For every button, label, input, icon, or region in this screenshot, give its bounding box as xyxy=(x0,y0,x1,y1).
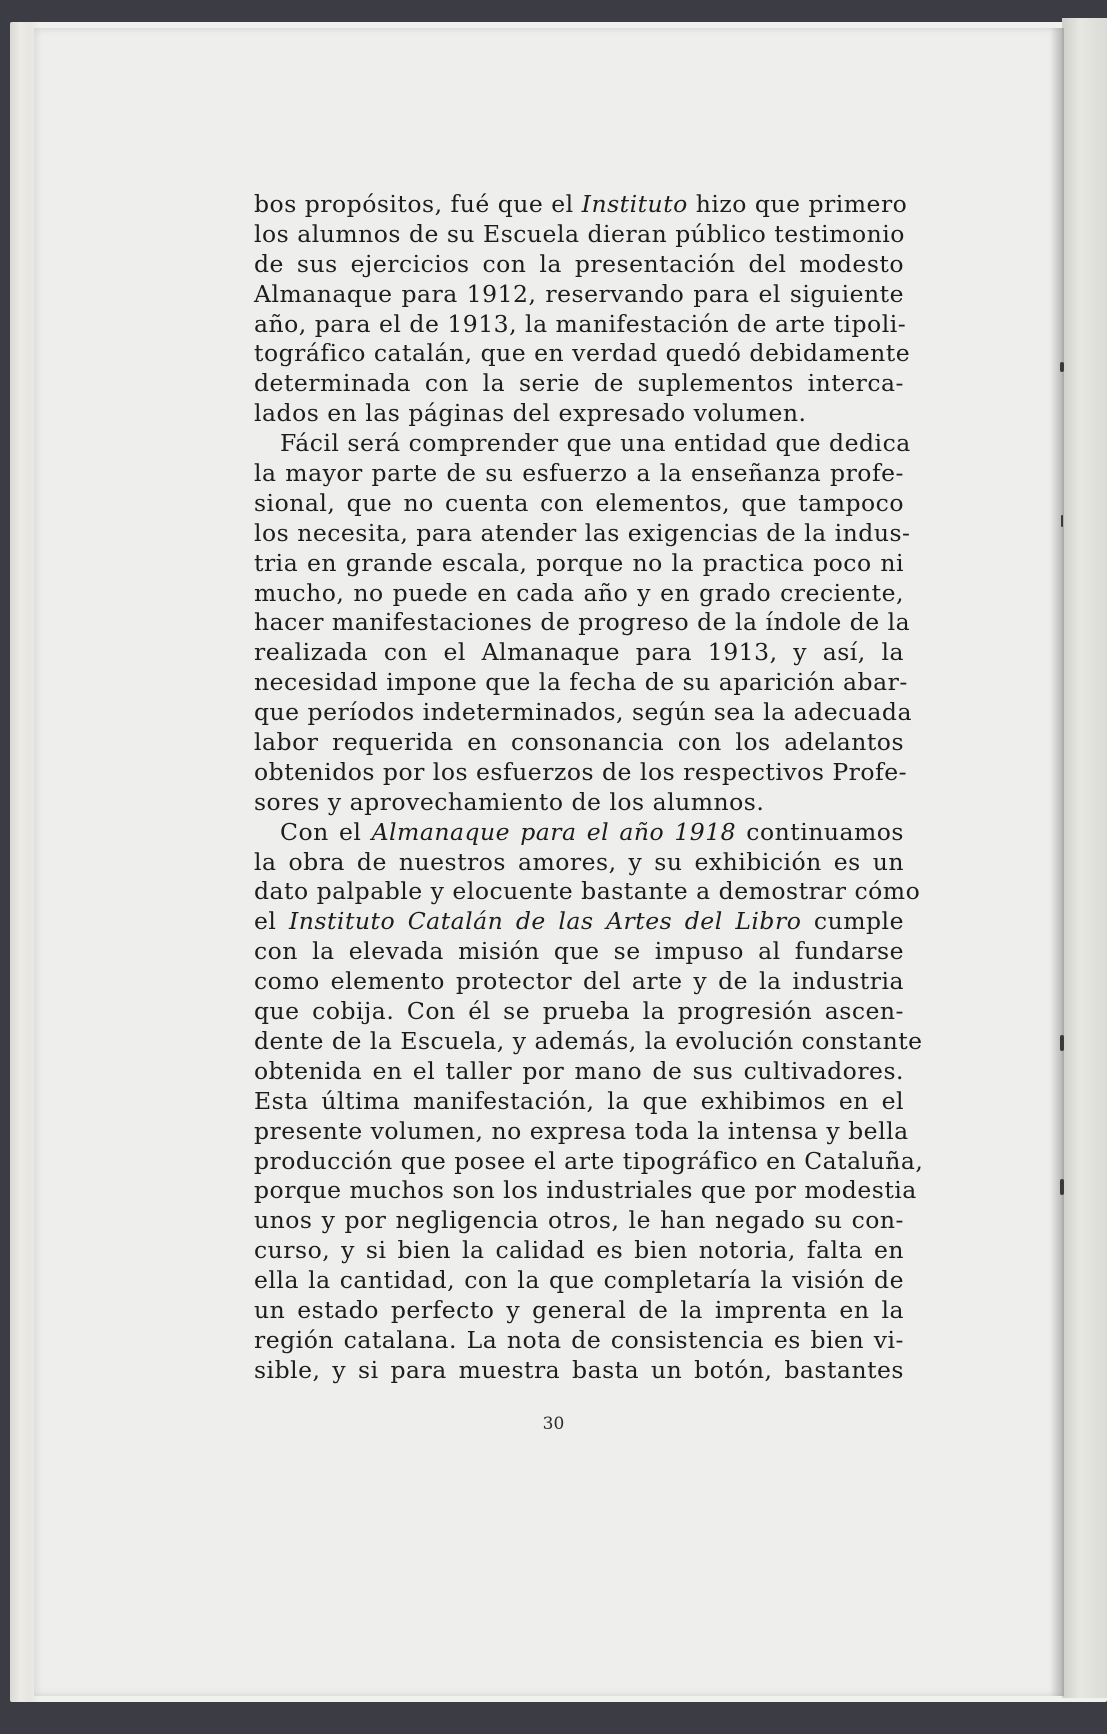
text-line xyxy=(254,518,911,549)
text-line xyxy=(254,967,904,997)
margin-mark xyxy=(1060,1035,1064,1051)
text-line xyxy=(254,339,911,369)
text-run: porque muchos son los industriales que por modestia xyxy=(254,1176,917,1205)
text-run: año, para el de 1913, la manifestación de arte tipoli- xyxy=(254,309,907,338)
text-line xyxy=(254,399,904,429)
text-line xyxy=(254,489,904,519)
text-line xyxy=(254,1296,904,1326)
text-line xyxy=(254,1087,904,1117)
margin-mark xyxy=(1060,362,1064,372)
text-run: Con el xyxy=(280,817,372,846)
text-run: cumple xyxy=(801,907,904,936)
text-run: tria en grande escala, porque no la practica poco ni xyxy=(254,548,904,577)
margin-mark xyxy=(1060,1179,1064,1195)
text-run: sional, que no cuenta con elementos, que tampoco xyxy=(254,488,904,517)
text-line xyxy=(254,907,904,937)
text-line xyxy=(254,579,904,609)
margin-mark xyxy=(1061,515,1063,527)
text-line xyxy=(254,877,921,907)
text-line xyxy=(254,668,908,698)
text-line xyxy=(254,997,904,1027)
text-run: sible, y si para muestra basta un botón, bastantes xyxy=(254,1355,904,1384)
page-number: 30 xyxy=(542,1414,565,1434)
text-run: producción que posee el arte tipográfico en Cataluña, xyxy=(254,1146,924,1175)
text-run: que períodos indeterminados, según sea la adecuada xyxy=(254,698,912,727)
text-run: ella la cantidad, con la que completaría la visión de xyxy=(254,1266,904,1295)
text-run: como elemento protector del arte y de la industria xyxy=(254,967,904,996)
text-run: hizo que primero xyxy=(687,190,908,218)
text-run: el xyxy=(254,907,290,936)
text-run: un estado perfecto y general de la imprenta en la xyxy=(254,1295,904,1324)
text-run: continuamos xyxy=(736,817,904,846)
text-run: realizada con el Almanaque para 1913, y así, la xyxy=(254,638,904,667)
text-line xyxy=(254,788,904,818)
text-line xyxy=(254,698,912,728)
text-line xyxy=(254,369,904,399)
text-line xyxy=(254,190,908,220)
text-run: Almanaque para 1912, reservando para el siguiente xyxy=(254,279,904,308)
text-run: necesidad impone que la fecha de su aparición abar- xyxy=(254,668,908,697)
text-line xyxy=(254,757,908,788)
text-line xyxy=(254,1146,924,1177)
text-run: de sus ejercicios con la presentación del modesto xyxy=(254,249,904,278)
body-text xyxy=(254,190,924,1386)
text-run: la mayor parte de su esfuerzo a la enseñanza profe- xyxy=(254,459,904,488)
text-line xyxy=(254,1326,904,1356)
spine-shadow xyxy=(1050,28,1064,1696)
text-run: obtenida en el taller por mano de sus cultivadores. xyxy=(254,1056,904,1085)
text-line xyxy=(254,1176,917,1206)
text-run: región catalana. La nota de consistencia es bien vi- xyxy=(254,1325,904,1354)
text-line xyxy=(254,728,904,758)
text-run: lados en las páginas del expresado volumen. xyxy=(254,399,807,428)
text-line xyxy=(254,818,904,848)
text-line xyxy=(254,1236,904,1266)
facing-page-edge xyxy=(1062,18,1107,1698)
text-line xyxy=(254,309,907,340)
text-run: Esta última manifestación, la que exhibimos en el xyxy=(254,1086,904,1115)
text-line xyxy=(254,608,911,638)
text-run: dente de la Escuela, y además, la evolución constante xyxy=(254,1026,923,1055)
text-line xyxy=(254,1356,904,1386)
text-line xyxy=(254,1266,904,1296)
text-run: hacer manifestaciones de progreso de la índole de la xyxy=(254,608,911,637)
text-run: labor requerida en consonancia con los adelantos xyxy=(254,728,904,757)
text-run: la obra de nuestros amores, y su exhibición es un xyxy=(254,847,904,876)
text-run: bos propósitos, fué que el xyxy=(254,190,582,218)
text-line xyxy=(254,549,904,579)
text-line xyxy=(254,638,904,668)
text-line xyxy=(254,1206,904,1236)
text-line xyxy=(254,1057,904,1087)
text-line xyxy=(254,1026,923,1057)
text-line xyxy=(254,280,904,310)
italic-text: Instituto xyxy=(581,190,688,218)
text-run: tográfico catalán, que en verdad quedó debidamente xyxy=(254,339,911,368)
text-line xyxy=(254,429,911,459)
text-run: con la elevada misión que se impuso al fundarse xyxy=(254,937,904,966)
text-run: presente volumen, no expresa toda la intensa y bella xyxy=(254,1116,909,1145)
text-run: sores y aprovechamiento de los alumnos. xyxy=(254,787,765,816)
text-run: mucho, no puede en cada año y en grado creciente, xyxy=(254,578,904,607)
italic-text: Almanaque para el año 1918 xyxy=(371,817,737,846)
text-run: dato palpable y elocuente bastante a demostrar cómo xyxy=(254,877,921,906)
text-line xyxy=(254,848,904,878)
text-run: unos y por negligencia otros, le han negado su con- xyxy=(254,1206,904,1235)
text-line xyxy=(254,250,904,280)
text-line xyxy=(254,1116,909,1147)
text-line xyxy=(254,937,904,967)
text-line xyxy=(254,220,904,250)
text-run: los necesita, para atender las exigencias de la indus- xyxy=(254,518,911,547)
text-line xyxy=(254,459,904,489)
italic-text: Instituto Catalán de las Artes del Libro xyxy=(289,907,802,936)
text-run: Fácil será comprender que una entidad que dedica xyxy=(280,429,911,458)
text-run: obtenidos por los esfuerzos de los respectivos Profe- xyxy=(254,757,908,786)
text-run: los alumnos de su Escuela dieran público testimonio xyxy=(254,219,905,248)
text-run: curso, y si bien la calidad es bien notoria, falta en xyxy=(254,1236,904,1265)
text-run: que cobija. Con él se prueba la progresión ascen- xyxy=(254,997,904,1026)
text-run: determinada con la serie de suplementos interca- xyxy=(254,369,904,398)
